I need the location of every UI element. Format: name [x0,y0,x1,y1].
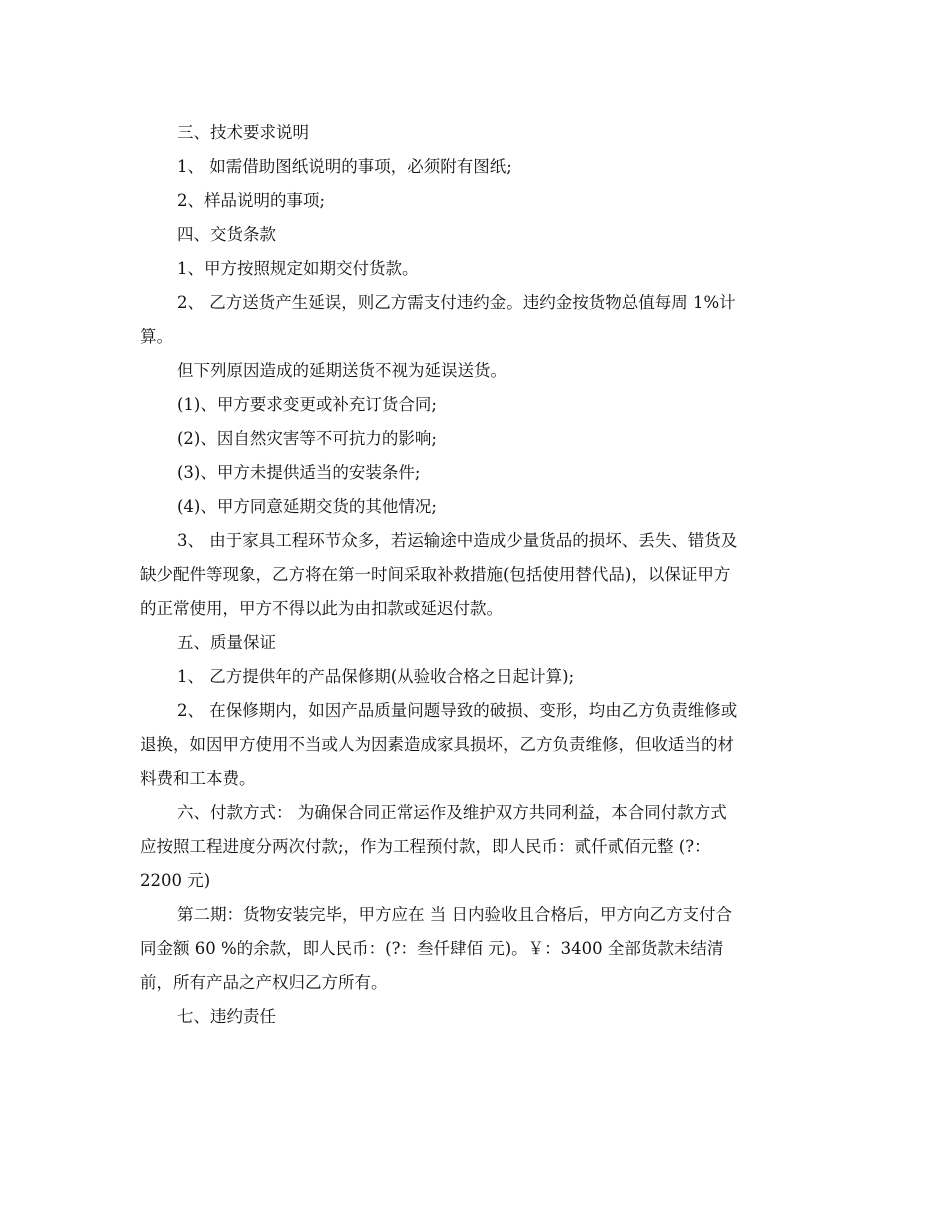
clause-line: 第二期：货物安装完毕，甲方应在 当 日内验收且合格后，甲方向乙方支付合 [177,905,732,924]
clause-warranty-period: 1、 乙方提供年的产品保修期(从验收合格之日起计算); [177,667,575,686]
clause-line: 应按照工程进度分两次付款;，作为工程预付款，即人民币：贰仟贰佰元整 (?： [140,837,711,856]
section-heading-delivery-terms: 四、交货条款 [177,225,276,244]
contract-body [140,116,812,1034]
clause-delay-exceptions-intro: 但下列原因造成的延期送货不视为延误送货。 [177,361,507,380]
exception-item-contract-change: (1)、甲方要求变更或补充订货合同; [177,395,437,414]
clause-line: 2200 元) [140,871,211,890]
clause-warranty-repair [140,694,812,796]
clause-line: 3、 由于家具工程环节众多，若运输途中造成少量货品的损坏、丢失、错货及 [177,531,738,550]
clause-line: 2、 在保修期内，如因产品质量问题导致的破损、变形，均由乙方负责维修或 [177,701,738,720]
exception-item-installation-conditions: (3)、甲方未提供适当的安装条件; [177,463,421,482]
clause-line: 2、 乙方送货产生延误，则乙方需支付违约金。违约金按货物总值每周 1%计 [177,293,736,312]
clause-line: 缺少配件等现象，乙方将在第一时间采取补救措施(包括使用替代品)，以保证甲方 [140,565,731,584]
clause-second-payment [140,898,812,1000]
clause-line: 前，所有产品之产权归乙方所有。 [140,973,388,992]
section-payment-terms [140,796,812,898]
clause-line: 退换，如因甲方使用不当或人为因素造成家具损坏，乙方负责维修，但收适当的材 [140,735,734,754]
clause-timely-payment: 1、甲方按照规定如期交付货款。 [177,259,419,278]
section-heading-quality-guarantee: 五、质量保证 [177,633,276,652]
section-heading-liability: 七、违约责任 [177,1007,276,1026]
clause-sample-notes: 2、样品说明的事项; [177,191,326,210]
clause-line: 的正常使用，甲方不得以此为由扣款或延迟付款。 [140,599,503,618]
clause-transport-damage [140,524,812,626]
clause-line: 六、付款方式： 为确保合同正常运作及维护双方共同利益，本合同付款方式 [177,803,727,822]
clause-line: 料费和工本费。 [140,769,256,788]
section-heading-technical-requirements: 三、技术要求说明 [177,123,309,142]
clause-line: 算。 [140,327,173,346]
clause-delivery-delay-penalty [140,286,812,354]
exception-item-force-majeure: (2)、因自然灾害等不可抗力的影响; [177,429,437,448]
clause-line: 同金额 60 %的余款，即人民币：(?：叁仟肆佰 元)。￥：3400 全部货款未结清 [140,939,724,958]
exception-item-agreed-extension: (4)、甲方同意延期交货的其他情况; [177,497,437,516]
clause-drawings-required: 1、 如需借助图纸说明的事项，必须附有图纸; [177,157,512,176]
